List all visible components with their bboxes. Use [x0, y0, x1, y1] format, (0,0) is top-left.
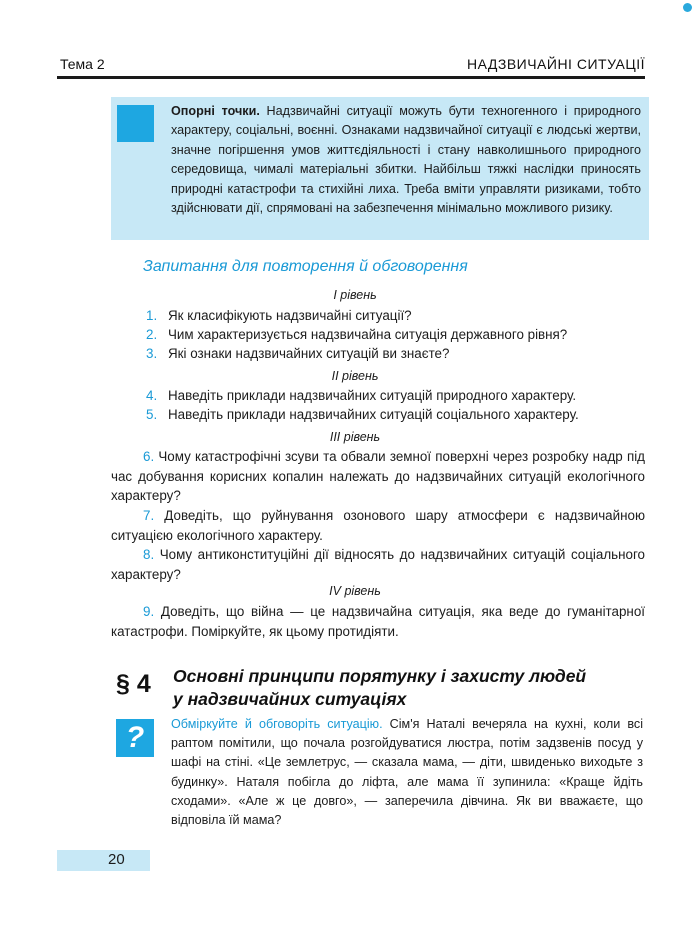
- key-points-square-icon: [117, 105, 154, 142]
- question-item: 6. Чому катастрофічні зсуви та обвали земної поверхні через розробку надр під час добування корисних копалин належать до надзвичайних ситуацій екологічного характеру?: [111, 449, 645, 504]
- key-points-text: [171, 102, 641, 218]
- questions-heading: Запитання для повторення й обговорення: [143, 258, 468, 275]
- key-points-lead: Опорні точки.: [171, 104, 260, 118]
- question-item: 1. Як класифікують надзвичайні ситуації?: [146, 308, 412, 323]
- key-points-body: Надзвичайні ситуації можуть бути техногенного і природного характеру, соціальні, воєнні. Ознаками надзвичайної ситуації є людські жертви, значне погіршення умов життєдіяльності і стану навколишнього природного середовища, чималі матеріальні збитки. Найбільш тяжкі наслідки приносять природні катастрофи та стихійні лиха. Треба вміти управляти ризиками, тобто здійснювати дії, спрямовані на забезпечення мінімально можливого ризику.: [171, 104, 641, 216]
- section-title-line: Основні принципи порятунку і захисту людей: [173, 666, 587, 686]
- question-item: 9. Доведіть, що війна — це надзвичайна ситуація, яка веде до гуманітарної катастрофи. Поміркуйте, як цьому протидіяти.: [111, 604, 645, 639]
- logo-circle-icon: [683, 3, 692, 12]
- situation-text: [171, 715, 643, 830]
- publisher-logo: [683, 3, 692, 12]
- question-item: 3. Які ознаки надзвичайних ситуацій ви знаєте?: [146, 346, 450, 361]
- question-item: 5. Наведіть приклади надзвичайних ситуацій соціального характеру.: [146, 407, 579, 422]
- question-item: 8. Чому антиконституційні дії відносять до надзвичайних ситуацій соціального характеру?: [111, 547, 645, 582]
- level-heading-1: I рівень: [333, 288, 377, 302]
- question-item: 4. Наведіть приклади надзвичайних ситуацій природного характеру.: [146, 388, 577, 403]
- question-item: 7. Доведіть, що руйнування озонового шару атмосфери є надзвичайною ситуацією екологічного характеру.: [111, 508, 645, 543]
- question-mark-icon: ?: [116, 719, 154, 757]
- header-topic: Тема 2: [60, 56, 105, 72]
- level-heading-3: III рівень: [329, 430, 381, 444]
- header-divider: [57, 76, 645, 79]
- situation-lead: Обміркуйте й обговоріть ситуацію.: [171, 717, 383, 731]
- situation-body: Сім'я Наталі вечеряла на кухні, коли всі раптом помітили, що почала розгойдуватися люстра, потім задзвенів посуд у шафі на стіні. «Це землетрус, — сказала мама, — діти, швиденько виходьте з будинку». Наталя побігла до ліфта, але мама її зупинила: «Краще йдіть сходами». «Але ж це довго», — заперечила дівчина. Як ви вважаєте, що відповіла їй мама?: [171, 717, 643, 828]
- header-chapter-title: НАДЗВИЧАЙНІ СИТУАЦІЇ: [466, 56, 645, 72]
- section-title-line: у надзвичайних ситуаціях: [173, 689, 407, 709]
- running-header: [60, 54, 645, 74]
- level-heading-2: II рівень: [331, 369, 379, 383]
- section-number: § 4: [116, 670, 151, 698]
- section-title: [173, 665, 643, 711]
- level-heading-4: IV рівень: [329, 584, 381, 598]
- page-number-bar: [57, 850, 150, 871]
- page-number: 20: [108, 851, 125, 868]
- question-item: 2. Чим характеризується надзвичайна ситуація державного рівня?: [146, 327, 568, 342]
